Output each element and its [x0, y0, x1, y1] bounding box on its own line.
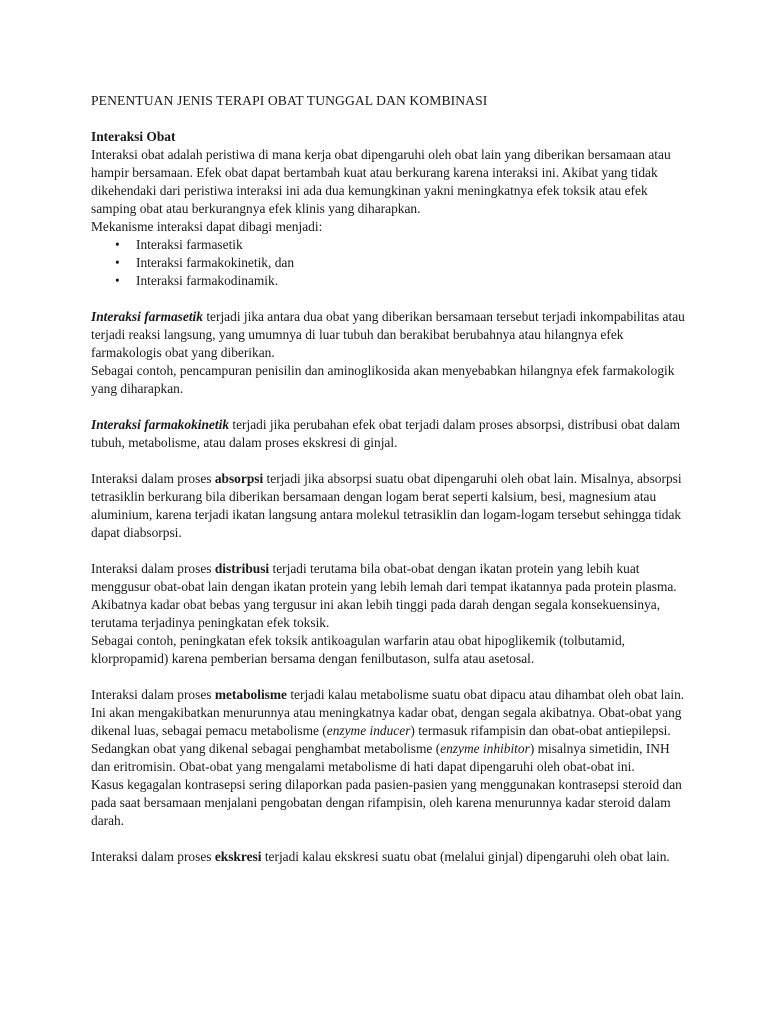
metabolisme-case: Kasus kegagalan kontrasepsi sering dilaporkan pada pasien-pasien yang menggunakan kontrasepsi steroid dan pada saat bersamaan menjalani pengobatan dengan rifampisin, oleh karena menurunnya kadar steroid dalam darah.: [91, 777, 682, 828]
distribusi-example: Sebagai contoh, peningkatan efek toksik antikoagulan warfarin atau obat hipoglikemik (tolbutamid, klorpropamid) karena pemberian bersama dengan fenilbutason, sulfa atau asetosal.: [91, 633, 625, 666]
metabolisme-paragraph: Interaksi dalam proses metabolisme terjadi kalau metabolisme suatu obat dipacu atau dihambat oleh obat lain. Ini akan mengakibatkan menurunnya atau meningkatnya kadar obat, dengan segala akibatnya. Obat-obat yang dikenal luas, sebagai pemacu metabolisme (enzyme inducer) termasuk rifampisin dan obat-obat antiepilepsi. Sedangkan obat yang dikenal sebagai penghambat metabolisme (enzyme inhibitor) misalnya simetidin, INH dan eritromisin. Obat-obat yang mengalami metabolisme di hati dapat dipengaruhi oleh obat-obat ini.: [91, 687, 685, 774]
absorpsi-term: absorpsi: [214, 471, 264, 486]
list-item: • Interaksi farmakokinetik, dan: [91, 254, 691, 272]
distribusi-term: distribusi: [214, 561, 270, 576]
farmasetik-term: Interaksi farmasetik: [91, 309, 203, 324]
farmakokinetik-paragraph: Interaksi farmakokinetik terjadi jika perubahan efek obat terjadi dalam proses absorpsi, distribusi obat dalam tubuh, metabolisme, atau dalam proses ekskresi di ginjal.: [91, 417, 681, 450]
ekskresi-paragraph: Interaksi dalam proses ekskresi terjadi kalau ekskresi suatu obat (melalui ginjal) dipengaruhi oleh obat lain.: [91, 849, 670, 864]
farmakokinetik-term: Interaksi farmakokinetik: [91, 417, 230, 432]
farmasetik-paragraph: Interaksi farmasetik terjadi jika antara dua obat yang diberikan bersamaan tersebut terjadi inkompabilitas atau terjadi reaksi langsung, yang umumnya di luar tubuh dan berakibat berubahnya atau hilangnya efek farmakologis obat yang diberikan.: [91, 309, 685, 360]
metabolisme-term: metabolisme: [214, 687, 287, 702]
list-item: • Interaksi farmakodinamik.: [91, 272, 691, 290]
mechanism-list: [91, 236, 691, 290]
enzyme-inducer-term: enzyme inducer: [326, 723, 411, 738]
intro-paragraph: Interaksi obat adalah peristiwa di mana kerja obat dipengaruhi oleh obat lain yang diberikan bersamaan atau hampir bersamaan. Efek obat dapat bertambah kuat atau berkurang karena interaksi ini. Akibat yang tidak dikehendaki dari peristiwa interaksi ini ada dua kemungkinan yakni meningkatnya efek toksik atau efek samping obat atau berkurangnya efek klinis yang diharapkan.: [91, 147, 671, 216]
enzyme-inhibitor-term: enzyme inhibitor: [440, 741, 530, 756]
farmasetik-example: Sebagai contoh, pencampuran penisilin dan aminoglikosida akan menyebabkan hilangnya efek farmakologik yang diharapkan.: [91, 363, 675, 396]
absorpsi-paragraph: Interaksi dalam proses absorpsi terjadi jika absorpsi suatu obat dipengaruhi oleh obat lain. Misalnya, absorpsi tetrasiklin berkurang bila diberikan bersamaan dengan logam berat seperti kalsium, besi, magnesium atau aluminium, karena terjadi ikatan langsung antara molekul tetrasiklin dan logam-logam tersebut sehingga tidak dapat diabsorpsi.: [91, 471, 682, 540]
ekskresi-term: ekskresi: [214, 849, 262, 864]
list-item: • Interaksi farmasetik: [91, 236, 691, 254]
section-heading: Interaksi Obat: [91, 129, 176, 144]
mechanism-intro: Mekanisme interaksi dapat dibagi menjadi:: [91, 219, 323, 234]
document-page: [91, 92, 691, 866]
document-title: PENENTUAN JENIS TERAPI OBAT TUNGGAL DAN KOMBINASI: [91, 93, 488, 108]
distribusi-paragraph: Interaksi dalam proses distribusi terjadi terutama bila obat-obat dengan ikatan protein yang lebih kuat menggusur obat-obat lain dengan ikatan protein yang lebih lemah dari tempat ikatannya pada protein plasma. Akibatnya kadar obat bebas yang tergusur ini akan lebih tinggi pada darah dengan segala konsekuensinya, terutama terjadinya peningkatan efek toksik.: [91, 561, 677, 630]
